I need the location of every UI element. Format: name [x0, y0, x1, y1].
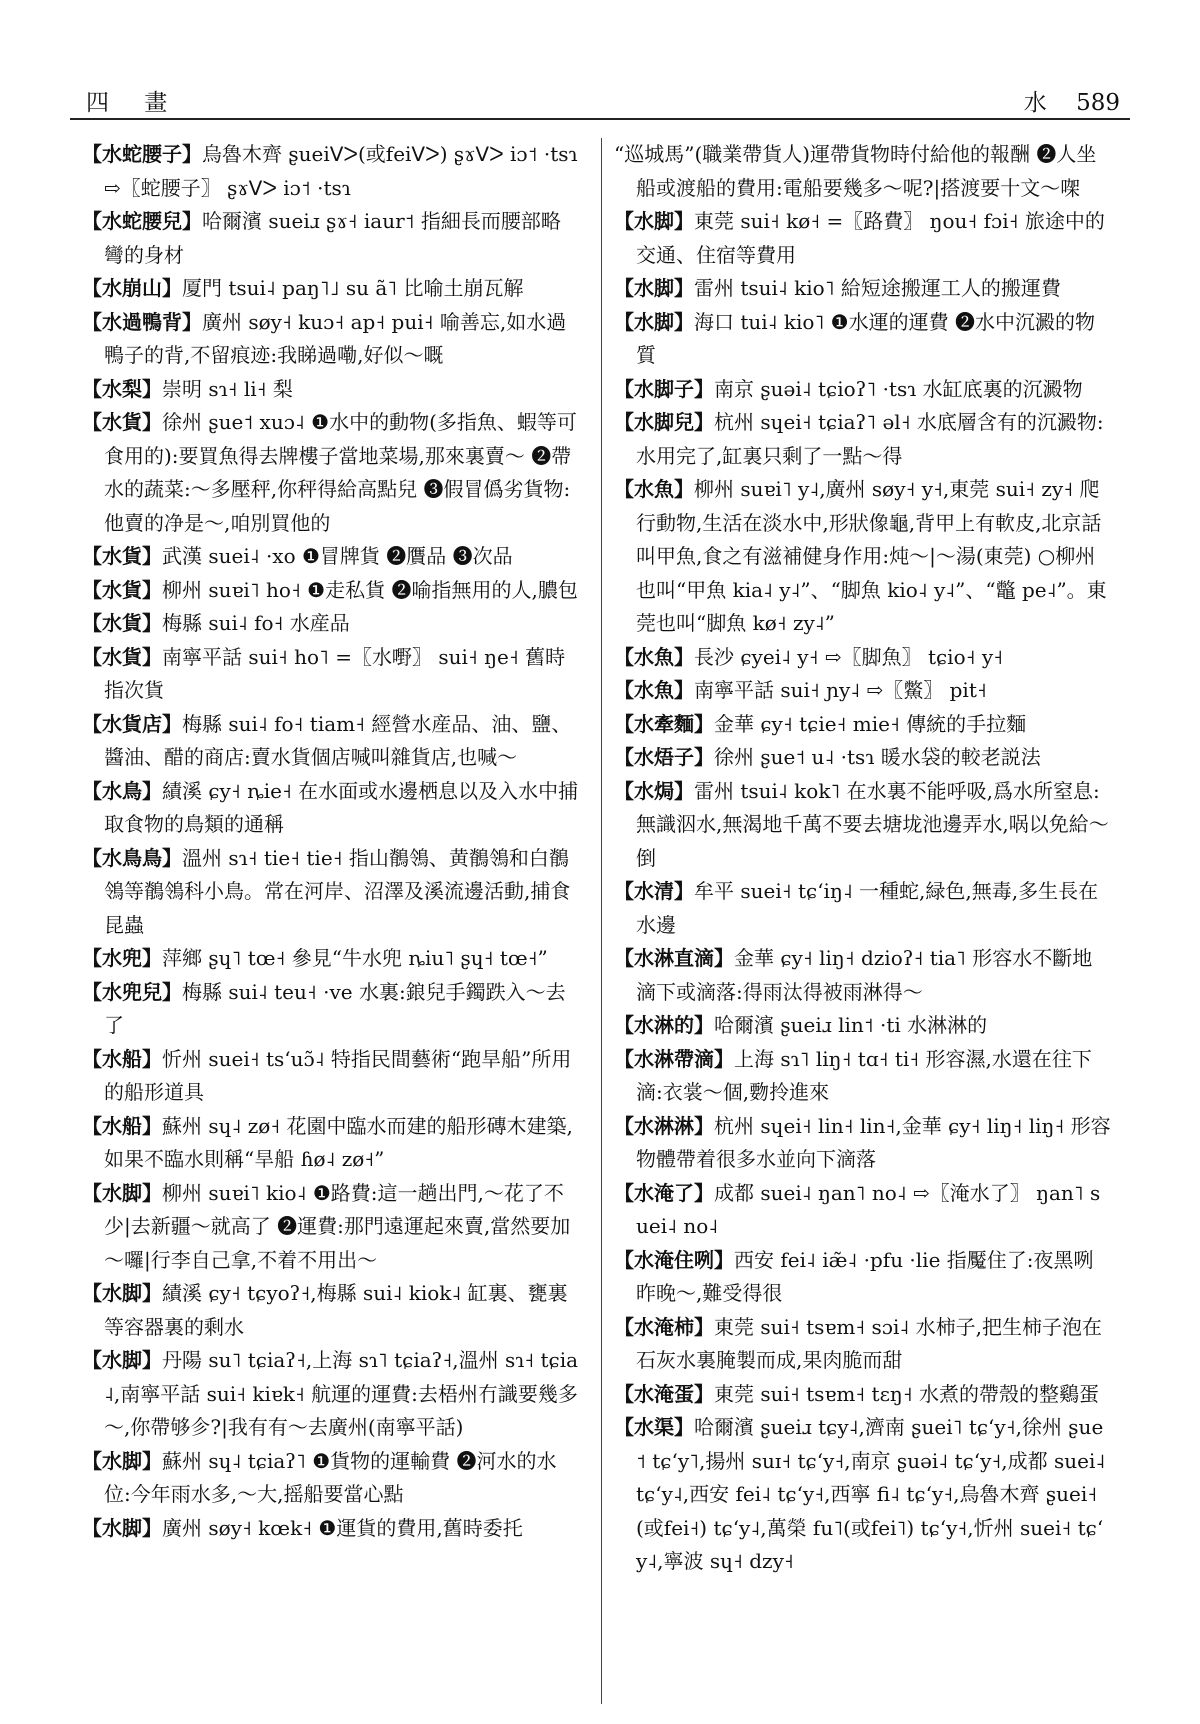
entry-definition: 績溪 ɕy˧ tɕyoʔ˧,梅縣 sui˨ kiok˨ 缸裏、甕裏等容器裏的剩水 [104, 1281, 568, 1339]
dictionary-entry [614, 272, 1112, 306]
entry-definition: 哈爾濱 sueiɹ ʂɤ˧ iaur˦ 指細長而腰部略彎的身材 [104, 209, 561, 267]
dictionary-entry [82, 1177, 580, 1278]
entry-headword: 【水魚】 [614, 678, 694, 702]
entry-headword: 【水脚】 [82, 1515, 162, 1540]
entry-definition: 成都 suei˨ ŋan˥ no˨ ⇨〖淹水了〗 ŋan˥ suei˨ no˨ [636, 1180, 1101, 1238]
entry-definition: 徐州 ʂue˦ xuɔ˨ ❶水中的動物(多指魚、蝦等可食用的):要買魚得去牌樓子當地菜場,那來裏賣～ ❷帶水的蔬菜:～多壓秤,你秤得給高點兒 ❸假冒僞劣貨物:他賣的净是～,咱別買他的 [104, 410, 577, 535]
entry-headword: 【水貨】 [82, 544, 162, 568]
dictionary-entry [82, 775, 580, 842]
dictionary-entry [614, 741, 1112, 775]
dictionary-entry [614, 1110, 1112, 1177]
dictionary-entry [82, 976, 580, 1043]
dictionary-entry [614, 1177, 1112, 1244]
entry-headword: 【水淋淋】 [614, 1113, 714, 1138]
entry-headword: 【水貨】 [82, 577, 162, 602]
dictionary-entry [82, 942, 580, 976]
entry-definition: 南京 ʂuəi˨ tɕioʔ˥ ·tsɿ 水缸底裏的沉澱物 [714, 376, 1083, 401]
dictionary-entry [614, 138, 1112, 205]
entry-headword: 【水淋的】 [614, 1013, 714, 1037]
entry-definition: 烏魯木齊 ʂueiᐯᐳ(或feiᐯᐳ) ʂɤᐯᐳ iɔ˦ ·tsɿ ⇨〖蛇腰子〗 ʂɤᐯᐳ iɔ˦ ·tsɿ [104, 142, 578, 200]
entry-headword: 【水貨】 [82, 644, 162, 669]
entry-definition: 西安 fei˨ iæ̃˨ ·pfu ·lie 指魘住了:夜黑咧昨晚～,難受得很 [636, 1247, 1094, 1305]
entry-definition: 廣州 søy˧ kœk˧ ❶運貨的費用,舊時委托 [162, 1515, 523, 1540]
entry-definition: 武漢 suei˨ ·xo ❶冒牌貨 ❷贋品 ❸次品 [162, 544, 513, 568]
dictionary-entry [614, 708, 1112, 742]
entry-headword: 【水魚】 [614, 644, 694, 669]
entry-headword: 【水脚】 [82, 1348, 162, 1372]
entry-headword: 【水蛇腰子】 [82, 142, 202, 166]
entry-headword: 【水過鴨背】 [82, 309, 202, 334]
entry-headword: 【水脚兒】 [614, 410, 714, 434]
entry-definition: 南寧平話 sui˧ ho˥ =〖水嘢〗 sui˧ ŋe˧ 舊時指次貨 [104, 644, 566, 702]
entry-headword: 【水淹蛋】 [614, 1381, 714, 1406]
dictionary-entry [82, 1110, 580, 1177]
dictionary-entry [82, 1344, 580, 1445]
entry-definition: 蘇州 sɥ˨ tɕiaʔ˥ ❶貨物的運輸費 ❷河水的水位:今年雨水多,～大,摇船要當心點 [104, 1448, 557, 1506]
dictionary-entry [82, 1512, 580, 1546]
entry-headword: 【水蛇腰兒】 [82, 209, 202, 233]
entry-definition: 東莞 sui˧ tsɐm˧ tɛŋ˧ 水煮的帶殼的整鷄蛋 [714, 1381, 1100, 1406]
radical-label: 水 [1023, 90, 1047, 116]
dictionary-entry [82, 272, 580, 306]
entry-definition: 東莞 sui˧ tsɐm˧ sɔi˨ 水柿子,把生柿子泡在石灰水裏腌製而成,果肉脆而甜 [636, 1314, 1102, 1372]
entry-headword: 【水梨】 [82, 376, 162, 401]
entry-headword: 【水脚子】 [614, 376, 714, 401]
entry-headword: 【水渠】 [614, 1415, 694, 1439]
dictionary-entry [614, 1311, 1112, 1378]
dictionary-entry [614, 641, 1112, 675]
entry-headword: 【水脚】 [82, 1180, 162, 1205]
dictionary-entry [614, 1244, 1112, 1311]
column-divider [601, 138, 602, 1704]
dictionary-entry [82, 406, 580, 540]
dictionary-entry [82, 842, 580, 943]
dictionary-entry [82, 1445, 580, 1512]
dictionary-entry [614, 406, 1112, 473]
dictionary-entry [82, 306, 580, 373]
dictionary-entry [82, 1277, 580, 1344]
dictionary-entry [614, 373, 1112, 407]
dictionary-entry [82, 205, 580, 272]
dictionary-entry [614, 473, 1112, 641]
entry-definition: 上海 sɿ˥ liŋ˧ tɑ˧ ti˧ 形容濕,水還在往下滴:衣裳～個,覅拎進來 [636, 1046, 1092, 1104]
entry-definition: 哈爾濱 ʂueiɹ tɕy˨,濟南 ʂuei˥ tɕʻy˧,徐州 ʂue˦ tɕʻy˥,揚州 suɪ˧ tɕʻy˧,南京 ʂuəi˨ tɕʻy˧,成都 suei˨ tɕʻy˨,西安 fei˨ tɕʻy˧,西寧 fi˨ tɕʻy˧,烏魯木齊 ʂuei˧(或fei˧) tɕʻy˨,萬榮 fu˥(或fei˥) tɕʻy˧,忻州 suei˧ tɕʻy˨,寧波 sɥ˧ dzy˧ [636, 1415, 1106, 1573]
entry-definition: 杭州 sɥei˧ tɕiaʔ˥ əl˧ 水底層含有的沉澱物:水用完了,缸裏只剩了一點～得 [636, 410, 1104, 468]
entry-definition: 梅縣 sui˨ teu˧ ·ve 水裏:鋃兒手鐲跌入～去了 [104, 979, 566, 1037]
entry-headword: 【水脚】 [614, 209, 694, 233]
entry-definition: 海口 tui˨ kio˥ ❶水運的運費 ❷水中沉澱的物質 [636, 309, 1095, 367]
section-label: 四 畫 [86, 90, 182, 116]
entry-definition: 梅縣 sui˨ fo˧ tiam˧ 經營水産品、油、鹽、醬油、醋的商店:賣水貨個店喊叫雜貨店,也喊～ [104, 711, 572, 769]
entry-definition: 忻州 suei˧ tsʻuɔ̃˨ 特指民間藝術“跑旱船”所用的船形道具 [104, 1046, 572, 1104]
entry-headword: 【水清】 [614, 879, 694, 903]
dictionary-entry [82, 1043, 580, 1110]
entry-headword: 【水淹住咧】 [614, 1247, 734, 1272]
entry-headword: 【水鳥】 [82, 778, 162, 803]
entry-headword: 【水船】 [82, 1046, 162, 1071]
entry-headword: 【水兜兒】 [82, 979, 182, 1004]
dictionary-entry [614, 1043, 1112, 1110]
entry-definition: 萍鄉 ʂɥ˥ tœ˧ 參見“牛水兜 ȵiu˥ ʂɥ˧ tœ˧” [162, 946, 548, 970]
entry-definition: 徐州 ʂue˦ u˨ ·tsɿ 暖水袋的較老説法 [714, 745, 1041, 769]
entry-headword: 【水焐子】 [614, 745, 714, 769]
entry-headword: 【水淹了】 [614, 1180, 714, 1205]
entry-headword: 【水魚】 [614, 477, 694, 501]
entry-definition: 雷州 tsui˨ kio˥ 給短途搬運工人的搬運費 [694, 276, 1061, 300]
entry-definition: 丹陽 su˥ tɕiaʔ˧,上海 sɿ˥ tɕiaʔ˧,溫州 sɿ˧ tɕia˨,南寧平話 sui˧ kiɐk˧ 航運的運費:去梧州冇識要幾多～,你帶够㐱?|我有有～去廣州(南寧平話) [104, 1348, 579, 1439]
dictionary-entry [82, 607, 580, 641]
dictionary-entry [614, 1009, 1112, 1043]
entry-headword: 【水貨】 [82, 611, 162, 635]
entry-headword: 【水貨店】 [82, 711, 182, 736]
entry-headword: 【水淋直滴】 [614, 946, 734, 970]
dictionary-entry [614, 942, 1112, 1009]
entry-definition: 崇明 sɿ˧ li˧ 梨 [162, 376, 293, 401]
entry-definition: 柳州 suɐi˥ ho˧ ❶走私貨 ❷喻指無用的人,膿包 [162, 577, 578, 602]
entry-headword: 【水脚】 [82, 1448, 162, 1473]
left-column [82, 138, 580, 1545]
entry-definition: 長沙 ɕyei˨ y˧ ⇨〖脚魚〗 tɕio˧ y˧ [694, 644, 1004, 669]
entry-definition: 杭州 sɥei˧ lin˧ lin˧,金華 ɕy˧ liŋ˧ liŋ˧ 形容物體帶着很多水並向下滴落 [636, 1113, 1111, 1171]
entry-headword: 【水脚】 [82, 1281, 162, 1305]
entry-definition: 哈爾濱 ʂueiɹ lin˦ ·ti 水淋淋的 [714, 1013, 988, 1037]
entry-definition: 牟平 suei˧ tɕʻiŋ˨ 一種蛇,緑色,無毒,多生長在水邊 [636, 879, 1099, 937]
dictionary-entry [82, 138, 580, 205]
dictionary-entry [82, 540, 580, 574]
page-header-right [1002, 84, 1120, 117]
entry-definition: 溫州 sɿ˧ tie˧ tie˧ 指山鶺鴒、黄鶺鴒和白鶺鴒等鶺鴒科小鳥。常在河岸、沼澤及溪流邊活動,捕食昆蟲 [104, 845, 571, 937]
entry-headword: 【水貨】 [82, 410, 162, 434]
entry-headword: 【水船】 [82, 1113, 162, 1138]
entry-headword: 【水崩山】 [82, 276, 182, 300]
entry-definition: 廣州 søy˧ kuɔ˧ ap˧ pui˧ 喻善忘,如水過鴨子的背,不留痕迹:我睇過嘞,好似～嘅 [104, 309, 567, 367]
dictionary-entry [82, 708, 580, 775]
dictionary-entry [82, 641, 580, 708]
entry-headword: 【水焗】 [614, 778, 694, 803]
dictionary-entry [614, 1411, 1112, 1579]
entry-headword: 【水脚】 [614, 309, 694, 334]
entry-headword: 【水鳥鳥】 [82, 845, 182, 870]
entry-definition: 雷州 tsui˨ kok˥ 在水裏不能呼吸,爲水所窒息:無識泅水,無渴地千萬不要去塘垅池邊弄水,㖞以免給～倒 [636, 778, 1109, 870]
entry-definition: 金華 ɕy˧ tɕie˧ mie˧ 傳統的手拉麵 [714, 711, 1027, 736]
right-column [614, 138, 1112, 1579]
entry-definition: 厦門 tsui˨ paŋ˥˩ su ã˥ 比喻土崩瓦解 [182, 276, 524, 300]
dictionary-entry [614, 306, 1112, 373]
entry-headword: 【水兜】 [82, 946, 162, 970]
dictionary-entry [614, 674, 1112, 708]
dictionary-entry [614, 775, 1112, 876]
entry-headword: 【水淹柿】 [614, 1314, 714, 1339]
entry-definition: 績溪 ɕy˧ ȵie˧ 在水面或水邊栖息以及入水中捕取食物的鳥類的通稱 [104, 778, 579, 836]
entry-headword: 【水牽麵】 [614, 711, 714, 736]
entry-definition: 柳州 suɐi˥ kio˨ ❶路費:這一趟出門,～花了不少|去新疆～就高了 ❷運費:那門遠運起來賣,當然要加～囉|行李自己拿,不着不用出～ [104, 1180, 571, 1272]
entry-definition: 蘇州 sɥ˨ zø˧ 花園中臨水而建的船形磚木建築,如果不臨水則稱“旱船 ɦø˨ zø˧” [104, 1113, 573, 1171]
entry-definition: “巡城馬”(職業帶貨人)運帶貨物時付給他的報酬 ❷人坐船或渡船的費用:電船要幾多～呢?|搭渡要十文～㗎 [614, 142, 1097, 200]
entry-definition: 梅縣 sui˨ fo˧ 水産品 [162, 611, 350, 635]
entry-definition: 南寧平話 sui˧ ɲy˨ ⇨〖鱉〗 pit˧ [694, 678, 987, 702]
dictionary-entry [82, 574, 580, 608]
entry-definition: 柳州 suɐi˥ y˨,廣州 søy˧ y˧,東莞 sui˧ zy˧ 爬行動物,生活在淡水中,形狀像龜,背甲上有軟皮,北京話叫甲魚,食之有滋補健身作用:炖～|～湯(東莞) ○柳州也叫“甲魚 kia˨ y˨”、“脚魚 kio˨ y˨”、“鼈 pe˨”。東莞也叫“脚魚 kø˧ zy˨” [636, 477, 1107, 635]
dictionary-entry [82, 373, 580, 407]
page-header [70, 78, 1130, 120]
dictionary-entry [614, 875, 1112, 942]
entry-definition: 東莞 sui˧ kø˧ =〖路費〗 ŋou˧ fɔi˧ 旅途中的交通、住宿等費用 [636, 209, 1105, 267]
dictionary-entry [614, 1378, 1112, 1412]
entry-definition: 金華 ɕy˧ liŋ˧ dzioʔ˧ tia˥ 形容水不斷地滴下或滴落:得雨汰得被雨淋得～ [636, 946, 1093, 1004]
entry-headword: 【水脚】 [614, 276, 694, 300]
entry-headword: 【水淋帶滴】 [614, 1046, 734, 1071]
page-number: 589 [1076, 90, 1120, 116]
dictionary-entry [614, 205, 1112, 272]
